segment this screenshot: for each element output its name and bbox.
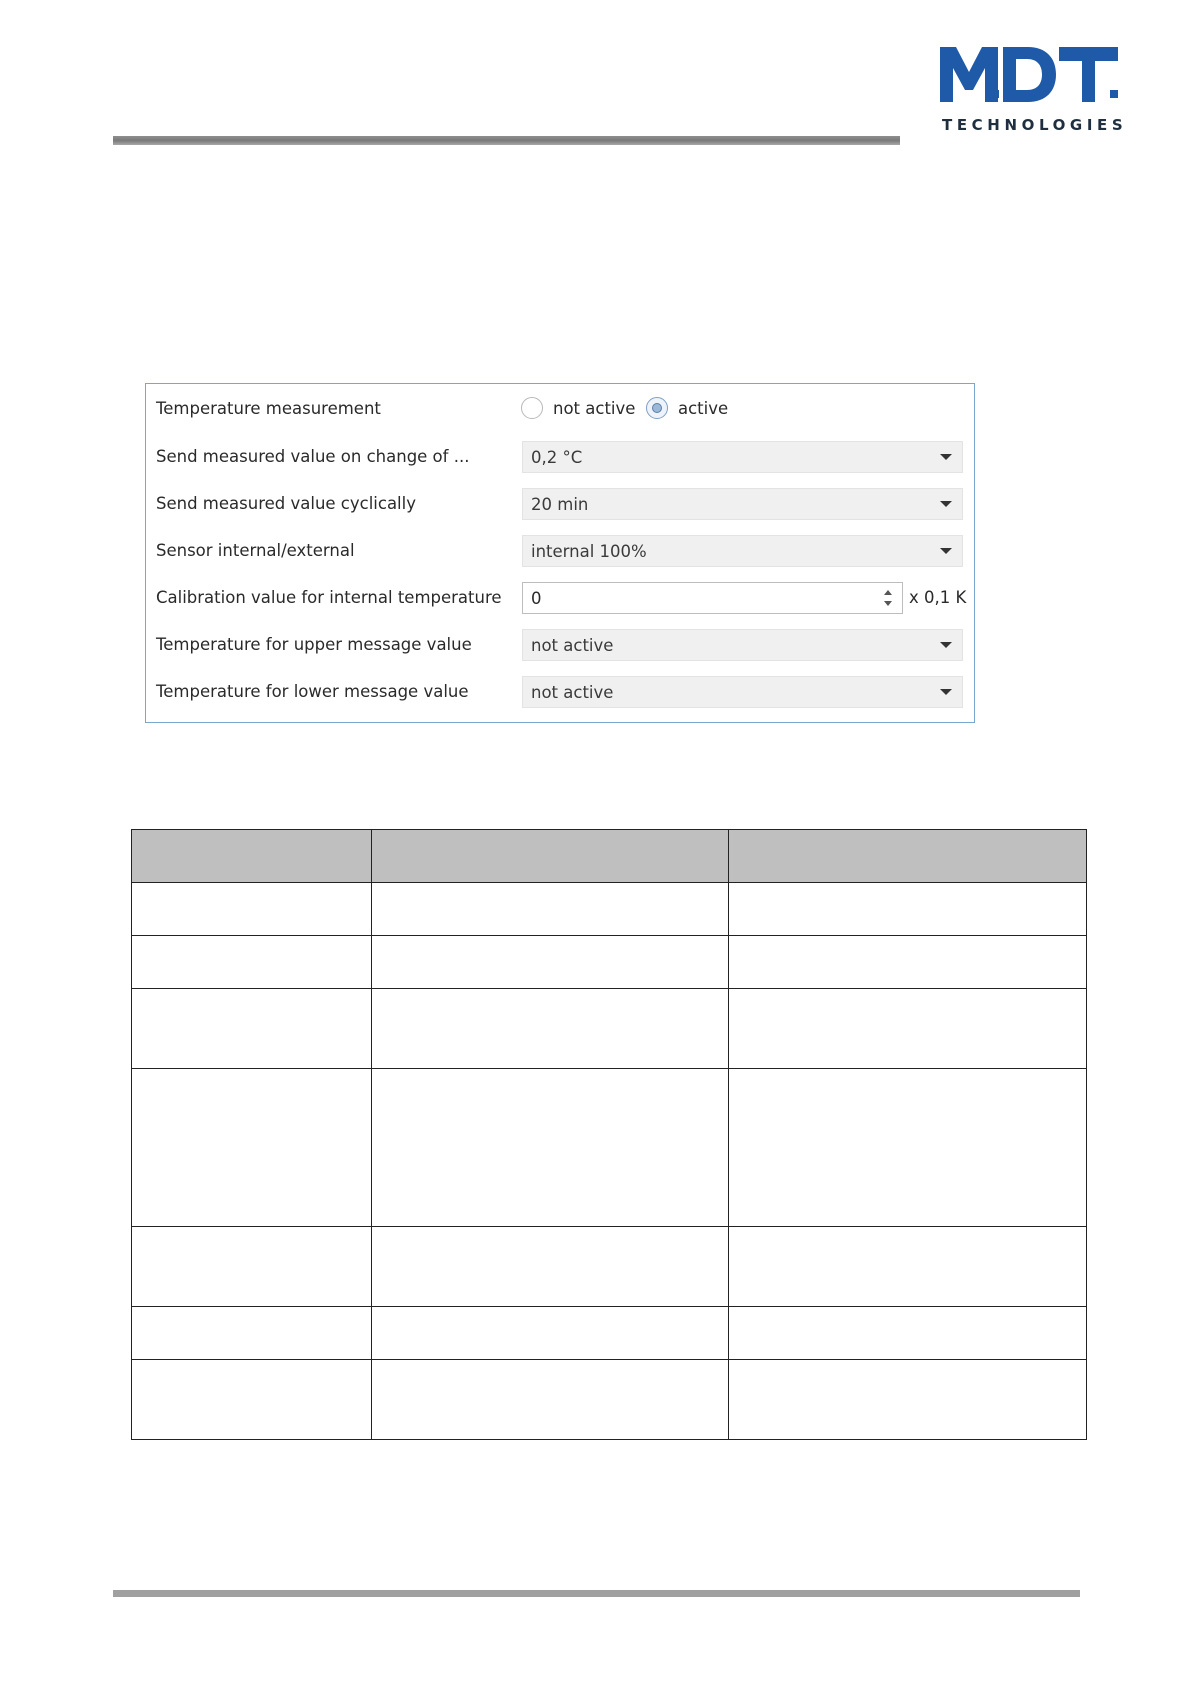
table-cell: [132, 883, 372, 936]
row-send-cyclically: [146, 485, 974, 521]
select-value: 20 min: [531, 495, 589, 514]
table-cell: [372, 1069, 729, 1227]
radio-active[interactable]: [646, 397, 668, 419]
header-rule: [113, 136, 900, 145]
row-label: Temperature for lower message value: [156, 682, 469, 701]
row-label: Calibration value for internal temperature: [156, 588, 502, 607]
row-temperature-measurement: [146, 390, 974, 426]
table-cell: [132, 1360, 372, 1440]
table-header-row: [132, 830, 1087, 883]
calibration-spinbox[interactable]: [522, 582, 903, 614]
arrow-up-icon[interactable]: [884, 590, 892, 595]
table-cell: [372, 883, 729, 936]
table-cell: [132, 936, 372, 989]
table-row: [132, 1360, 1087, 1440]
upper-message-select[interactable]: [522, 629, 963, 661]
table-cell: [729, 936, 1087, 989]
settings-panel: [145, 383, 975, 723]
chevron-down-icon[interactable]: [940, 689, 952, 695]
row-label: Temperature measurement: [156, 399, 381, 418]
table-cell: [372, 989, 729, 1069]
table-cell: [372, 1307, 729, 1360]
select-value: 0,2 °C: [531, 448, 583, 467]
table-cell: [372, 1360, 729, 1440]
logo-subtitle: TECHNOLOGIES: [942, 116, 1128, 134]
radio-not-active-label[interactable]: not active: [553, 399, 636, 418]
send-on-change-select[interactable]: [522, 441, 963, 473]
table-cell: [132, 1227, 372, 1307]
table-row: [132, 1069, 1087, 1227]
spinbox-arrows[interactable]: [882, 587, 894, 609]
sensor-select[interactable]: [522, 535, 963, 567]
table-cell: [729, 1360, 1087, 1440]
spinbox-value: 0: [531, 589, 542, 608]
lower-message-select[interactable]: [522, 676, 963, 708]
table-cell: [729, 1307, 1087, 1360]
row-label: Sensor internal/external: [156, 541, 355, 560]
parameter-table: [131, 829, 1087, 1440]
chevron-down-icon[interactable]: [940, 501, 952, 507]
table-row: [132, 1307, 1087, 1360]
row-label: Send measured value cyclically: [156, 494, 416, 513]
table-header-cell: [729, 830, 1087, 883]
table-row: [132, 936, 1087, 989]
table-cell: [729, 989, 1087, 1069]
select-value: not active: [531, 636, 614, 655]
table-cell: [729, 1069, 1087, 1227]
row-upper-message-value: [146, 626, 974, 662]
chevron-down-icon[interactable]: [940, 548, 952, 554]
arrow-down-icon[interactable]: [884, 601, 892, 606]
mdt-logo: [940, 44, 1128, 136]
table-header-cell: [132, 830, 372, 883]
row-label: Send measured value on change of ...: [156, 447, 470, 466]
select-value: not active: [531, 683, 614, 702]
row-lower-message-value: [146, 673, 974, 709]
chevron-down-icon[interactable]: [940, 642, 952, 648]
table-cell: [132, 1069, 372, 1227]
row-send-on-change: [146, 438, 974, 474]
select-value: internal 100%: [531, 542, 647, 561]
calibration-unit: x 0,1 K: [909, 588, 967, 607]
row-sensor-internal-external: [146, 532, 974, 568]
radio-not-active[interactable]: [521, 397, 543, 419]
footer-rule: [113, 1590, 1080, 1597]
radio-active-label[interactable]: active: [678, 399, 729, 418]
table-row: [132, 989, 1087, 1069]
table-cell: [729, 1227, 1087, 1307]
table-row: [132, 883, 1087, 936]
table-cell: [372, 936, 729, 989]
table-cell: [372, 1227, 729, 1307]
send-cyclically-select[interactable]: [522, 488, 963, 520]
table-cell: [132, 989, 372, 1069]
chevron-down-icon[interactable]: [940, 454, 952, 460]
row-label: Temperature for upper message value: [156, 635, 472, 654]
table-row: [132, 1227, 1087, 1307]
mdt-logo-mark: [940, 44, 1118, 104]
table-cell: [132, 1307, 372, 1360]
table-header-cell: [372, 830, 729, 883]
row-calibration-value: [146, 579, 974, 615]
table-cell: [729, 883, 1087, 936]
